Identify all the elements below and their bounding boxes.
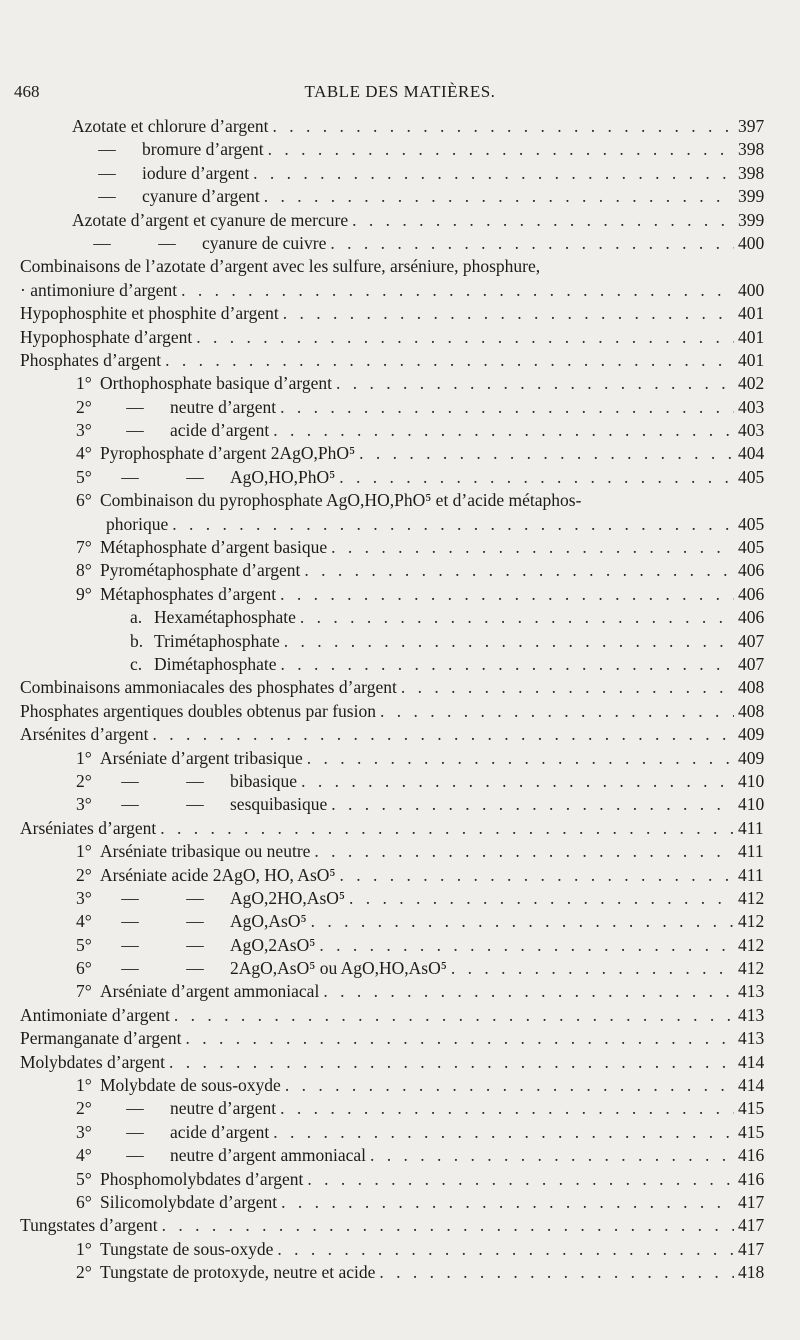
entry-title: Hypophosphite et phosphite d’argent (20, 303, 279, 324)
dot-leader (331, 537, 734, 558)
entry-page-number: 397 (738, 116, 765, 136)
toc-entry (0, 794, 800, 817)
entry-title: Trimétaphosphate (154, 630, 280, 651)
entry-number: 1° (76, 1238, 92, 1259)
dot-leader (285, 1075, 734, 1096)
entry-page-number: 410 (738, 794, 765, 815)
entry-title: · antimoniure d’argent (20, 279, 178, 300)
toc-entry (0, 584, 800, 607)
toc-entry (0, 514, 800, 537)
entry-title: Combinaison du pyrophosphate AgO,HO,PhO⁵ et d’acide métaphos- (100, 490, 582, 511)
entry-title: Tungstate de sous-oxyde (100, 1238, 274, 1259)
dot-leader (380, 701, 734, 722)
entry-title: neutre d’argent ammoniacal (170, 1145, 366, 1166)
entry-title: Molybdate de sous-oxyde (100, 1075, 281, 1096)
toc-entry (0, 841, 800, 864)
dot-leader (370, 1145, 734, 1166)
toc-entry (0, 1052, 800, 1075)
entry-number: 2° (76, 1262, 92, 1283)
dot-leader (253, 163, 734, 184)
entry-title: Hypophosphate d’argent (20, 326, 193, 347)
entry-title: Antimoniate d’argent (20, 1004, 170, 1025)
dot-leader (277, 1239, 734, 1260)
entry-title: acide d’argent (170, 420, 270, 441)
ditto-dash: — (186, 934, 204, 955)
toc-entry (0, 1169, 800, 1192)
entry-title: Métaphosphate d’argent basique (100, 537, 328, 558)
toc-entry (0, 958, 800, 981)
toc-entry (0, 1215, 800, 1238)
entry-page-number: 409 (738, 724, 765, 745)
dot-leader (196, 327, 734, 348)
dot-leader (352, 210, 734, 231)
entry-title: Arséniate tribasique ou neutre (100, 841, 311, 862)
entry-page-number: 416 (738, 1168, 765, 1189)
toc-entry (0, 256, 800, 279)
entry-page-number: 411 (738, 817, 764, 838)
entry-title: AgO,AsO⁵ (230, 911, 307, 932)
entry-page-number: 414 (738, 1075, 765, 1096)
entry-page-number: 398 (738, 139, 765, 160)
ditto-dash: — (121, 770, 139, 791)
dot-leader (331, 794, 734, 815)
toc-entry (0, 397, 800, 420)
entry-page-number: 414 (738, 1051, 765, 1072)
toc-entry (0, 210, 800, 233)
entry-page-number: 413 (738, 981, 765, 1002)
entry-page-number: 417 (738, 1215, 765, 1236)
entry-title: neutre d’argent (170, 396, 277, 417)
entry-title: Phosphates argentiques doubles obtenus par fusion (20, 700, 376, 721)
dot-leader (314, 841, 734, 862)
entry-page-number: 408 (738, 677, 765, 698)
entry-title: Phosphomolybdates d’argent (100, 1168, 304, 1189)
entry-page-number: 398 (738, 162, 765, 183)
dot-leader (160, 818, 734, 839)
toc-entry (0, 981, 800, 1004)
ditto-dash: — (98, 139, 116, 160)
ditto-dash: — (186, 887, 204, 908)
entry-number: 5° (76, 1168, 92, 1189)
ditto-dash: — (121, 794, 139, 815)
ditto-dash: — (98, 162, 116, 183)
dot-leader (379, 1262, 734, 1283)
toc-entry (0, 1075, 800, 1098)
toc-entry (0, 420, 800, 443)
entry-title: Arsénites d’argent (20, 724, 149, 745)
dot-leader (300, 607, 734, 628)
toc-entry (0, 724, 800, 747)
page-header (0, 82, 800, 108)
entry-title: cyanure d’argent (142, 186, 260, 207)
dot-leader (307, 1169, 734, 1190)
entry-page-number: 400 (738, 232, 765, 253)
entry-title: Azotate d’argent et cyanure de mercure (72, 209, 349, 230)
entry-title: Combinaisons ammoniacales des phosphates d’argent (20, 677, 397, 698)
toc-entry (0, 1145, 800, 1168)
toc-entry (0, 1262, 800, 1285)
ditto-dash: — (186, 770, 204, 791)
entry-number: 2° (76, 864, 92, 885)
ditto-dash: — (121, 466, 139, 487)
dot-leader (273, 420, 734, 441)
entry-page-number: 405 (738, 513, 765, 534)
entry-page-number: 404 (738, 443, 765, 464)
entry-title: Azotate et chlorure d’argent (72, 116, 269, 136)
toc-entry (0, 1192, 800, 1215)
entry-title: Métaphosphates d’argent (100, 583, 277, 604)
dot-leader (340, 865, 735, 886)
dot-leader (165, 350, 734, 371)
dot-leader (281, 1192, 734, 1213)
table-of-contents (0, 116, 800, 1286)
dot-leader (359, 443, 734, 464)
entry-number: 2° (76, 770, 92, 791)
entry-title: Arséniates d’argent (20, 817, 157, 838)
toc-entry (0, 1098, 800, 1121)
dot-leader (283, 303, 734, 324)
dot-leader (162, 1215, 734, 1236)
entry-title: phorique (106, 513, 169, 534)
entry-number: 1° (76, 747, 92, 768)
ditto-dash: — (121, 958, 139, 979)
toc-entry (0, 631, 800, 654)
entry-number: 6° (76, 1191, 92, 1212)
dot-leader (181, 280, 734, 301)
entry-page-number: 407 (738, 630, 765, 651)
ditto-dash: — (158, 232, 176, 253)
dot-leader (330, 233, 734, 254)
toc-entry (0, 607, 800, 630)
toc-entry (0, 327, 800, 350)
dot-leader (272, 116, 734, 137)
ditto-dash: — (186, 958, 204, 979)
toc-entry (0, 163, 800, 186)
entry-number: 7° (76, 537, 92, 558)
entry-page-number: 399 (738, 186, 765, 207)
entry-page-number: 405 (738, 466, 765, 487)
toc-entry (0, 116, 800, 139)
entry-page-number: 400 (738, 279, 765, 300)
entry-page-number: 401 (738, 349, 765, 370)
dot-leader (280, 654, 734, 675)
running-title: TABLE DES MATIÈRES. (304, 82, 496, 101)
entry-number: 6° (76, 958, 92, 979)
dot-leader (284, 631, 734, 652)
entry-number: 3° (76, 1121, 92, 1142)
toc-entry (0, 139, 800, 162)
entry-page-number: 417 (738, 1238, 765, 1259)
toc-entry (0, 865, 800, 888)
entry-page-number: 411 (738, 841, 764, 862)
entry-page-number: 413 (738, 1004, 765, 1025)
entry-title: Orthophosphate basique d’argent (100, 373, 332, 394)
entry-page-number: 411 (738, 864, 764, 885)
entry-number: 3° (76, 420, 92, 441)
entry-page-number: 409 (738, 747, 765, 768)
entry-title: sesquibasique (230, 794, 328, 815)
entry-title: iodure d’argent (142, 162, 250, 183)
toc-entry (0, 467, 800, 490)
toc-entry (0, 443, 800, 466)
dot-leader (152, 724, 734, 745)
dot-leader (319, 935, 734, 956)
entry-page-number: 417 (738, 1191, 765, 1212)
entry-number: 9° (76, 583, 92, 604)
entry-number: 4° (76, 1145, 92, 1166)
toc-entry (0, 935, 800, 958)
toc-entry (0, 350, 800, 373)
entry-page-number: 412 (738, 911, 765, 932)
entry-number: a. (130, 607, 143, 628)
entry-title: Tungstates d’argent (20, 1215, 158, 1236)
dot-leader (307, 748, 734, 769)
entry-number: 5° (76, 934, 92, 955)
dot-leader (349, 888, 734, 909)
entry-title: Permanganate d’argent (20, 1028, 182, 1049)
entry-title: Silicomolybdate d’argent (100, 1191, 278, 1212)
toc-entry (0, 1028, 800, 1051)
dot-leader (323, 981, 734, 1002)
entry-page-number: 401 (738, 326, 765, 347)
toc-entry (0, 1005, 800, 1028)
ditto-dash: — (126, 1098, 144, 1119)
entry-page-number: 415 (738, 1098, 765, 1119)
entry-title: acide d’argent (170, 1121, 270, 1142)
entry-number: 8° (76, 560, 92, 581)
toc-entry (0, 911, 800, 934)
entry-page-number: 408 (738, 700, 765, 721)
entry-title: AgO,2AsO⁵ (230, 934, 316, 955)
dot-leader (280, 1098, 734, 1119)
toc-entry (0, 186, 800, 209)
entry-number: 7° (76, 981, 92, 1002)
ditto-dash: — (121, 911, 139, 932)
entry-page-number: 405 (738, 537, 765, 558)
entry-title: Arséniate d’argent tribasique (100, 747, 303, 768)
entry-page-number: 406 (738, 607, 765, 628)
entry-title: Tungstate de protoxyde, neutre et acide (100, 1262, 376, 1283)
entry-page-number: 406 (738, 560, 765, 581)
ditto-dash: — (186, 794, 204, 815)
entry-title: cyanure de cuivre (202, 232, 327, 253)
entry-title: AgO,HO,PhO⁵ (230, 466, 336, 487)
dot-leader (280, 584, 734, 605)
entry-number: 3° (76, 887, 92, 908)
toc-entry (0, 748, 800, 771)
page-number: 468 (14, 82, 40, 101)
ditto-dash: — (93, 232, 111, 253)
entry-title: bromure d’argent (142, 139, 264, 160)
dot-leader (451, 958, 734, 979)
toc-entry (0, 537, 800, 560)
entry-title: Arséniate d’argent ammoniacal (100, 981, 320, 1002)
toc-entry (0, 233, 800, 256)
entry-page-number: 402 (738, 373, 765, 394)
entry-title: AgO,2HO,AsO⁵ (230, 887, 345, 908)
entry-page-number: 406 (738, 583, 765, 604)
entry-number: 2° (76, 1098, 92, 1119)
entry-page-number: 412 (738, 934, 765, 955)
entry-number: b. (130, 630, 144, 651)
toc-entry (0, 490, 800, 513)
entry-title: Arséniate acide 2AgO, HO, AsO⁵ (100, 864, 336, 885)
entry-number: 1° (76, 1075, 92, 1096)
entry-number: 2° (76, 396, 92, 417)
entry-page-number: 416 (738, 1145, 765, 1166)
dot-leader (304, 560, 734, 581)
ditto-dash: — (186, 466, 204, 487)
toc-entry (0, 701, 800, 724)
entry-title: Dimétaphosphate (154, 653, 277, 674)
entry-number: 1° (76, 841, 92, 862)
entry-title: Combinaisons de l’azotate d’argent avec les sulfure, arséniure, phosphure, (20, 256, 541, 277)
entry-page-number: 403 (738, 420, 765, 441)
dot-leader (169, 1052, 734, 1073)
toc-entry (0, 677, 800, 700)
entry-number: 6° (76, 490, 92, 511)
entry-page-number: 418 (738, 1262, 765, 1283)
entry-number: c. (130, 653, 143, 674)
toc-entry (0, 303, 800, 326)
toc-entry (0, 1239, 800, 1262)
toc-entry (0, 560, 800, 583)
entry-page-number: 410 (738, 770, 765, 791)
entry-page-number: 399 (738, 209, 765, 230)
entry-title: 2AgO,AsO⁵ ou AgO,HO,AsO⁵ (230, 958, 447, 979)
dot-leader (311, 911, 734, 932)
dot-leader (339, 467, 734, 488)
dot-leader (264, 186, 734, 207)
entry-title: Hexamétaphosphate (154, 607, 296, 628)
dot-leader (401, 677, 734, 698)
ditto-dash: — (186, 911, 204, 932)
entry-title: Molybdates d’argent (20, 1051, 165, 1072)
ditto-dash: — (121, 934, 139, 955)
toc-entry (0, 888, 800, 911)
ditto-dash: — (98, 186, 116, 207)
toc-entry (0, 280, 800, 303)
dot-leader (174, 1005, 734, 1026)
ditto-dash: — (126, 1121, 144, 1142)
dot-leader (172, 514, 734, 535)
dot-leader (280, 397, 734, 418)
ditto-dash: — (126, 420, 144, 441)
dot-leader (301, 771, 734, 792)
toc-entry (0, 818, 800, 841)
entry-title: Pyrophosphate d’argent 2AgO,PhO⁵ (100, 443, 356, 464)
toc-entry (0, 771, 800, 794)
toc-entry (0, 1122, 800, 1145)
ditto-dash: — (126, 396, 144, 417)
entry-number: 3° (76, 794, 92, 815)
entry-number: 5° (76, 466, 92, 487)
dot-leader (185, 1028, 734, 1049)
entry-page-number: 401 (738, 303, 765, 324)
entry-title: neutre d’argent (170, 1098, 277, 1119)
dot-leader (336, 373, 734, 394)
entry-number: 4° (76, 911, 92, 932)
ditto-dash: — (121, 887, 139, 908)
entry-page-number: 407 (738, 653, 765, 674)
toc-entry (0, 654, 800, 677)
entry-title: Phosphates d’argent (20, 349, 162, 370)
entry-number: 4° (76, 443, 92, 464)
dot-leader (273, 1122, 734, 1143)
entry-page-number: 413 (738, 1028, 765, 1049)
entry-number: 1° (76, 373, 92, 394)
entry-page-number: 403 (738, 396, 765, 417)
ditto-dash: — (126, 1145, 144, 1166)
entry-page-number: 412 (738, 958, 765, 979)
toc-entry (0, 373, 800, 396)
entry-title: Pyrométaphosphate d’argent (100, 560, 301, 581)
entry-page-number: 415 (738, 1121, 765, 1142)
entry-page-number: 412 (738, 887, 765, 908)
dot-leader (268, 139, 734, 160)
entry-title: bibasique (230, 770, 298, 791)
